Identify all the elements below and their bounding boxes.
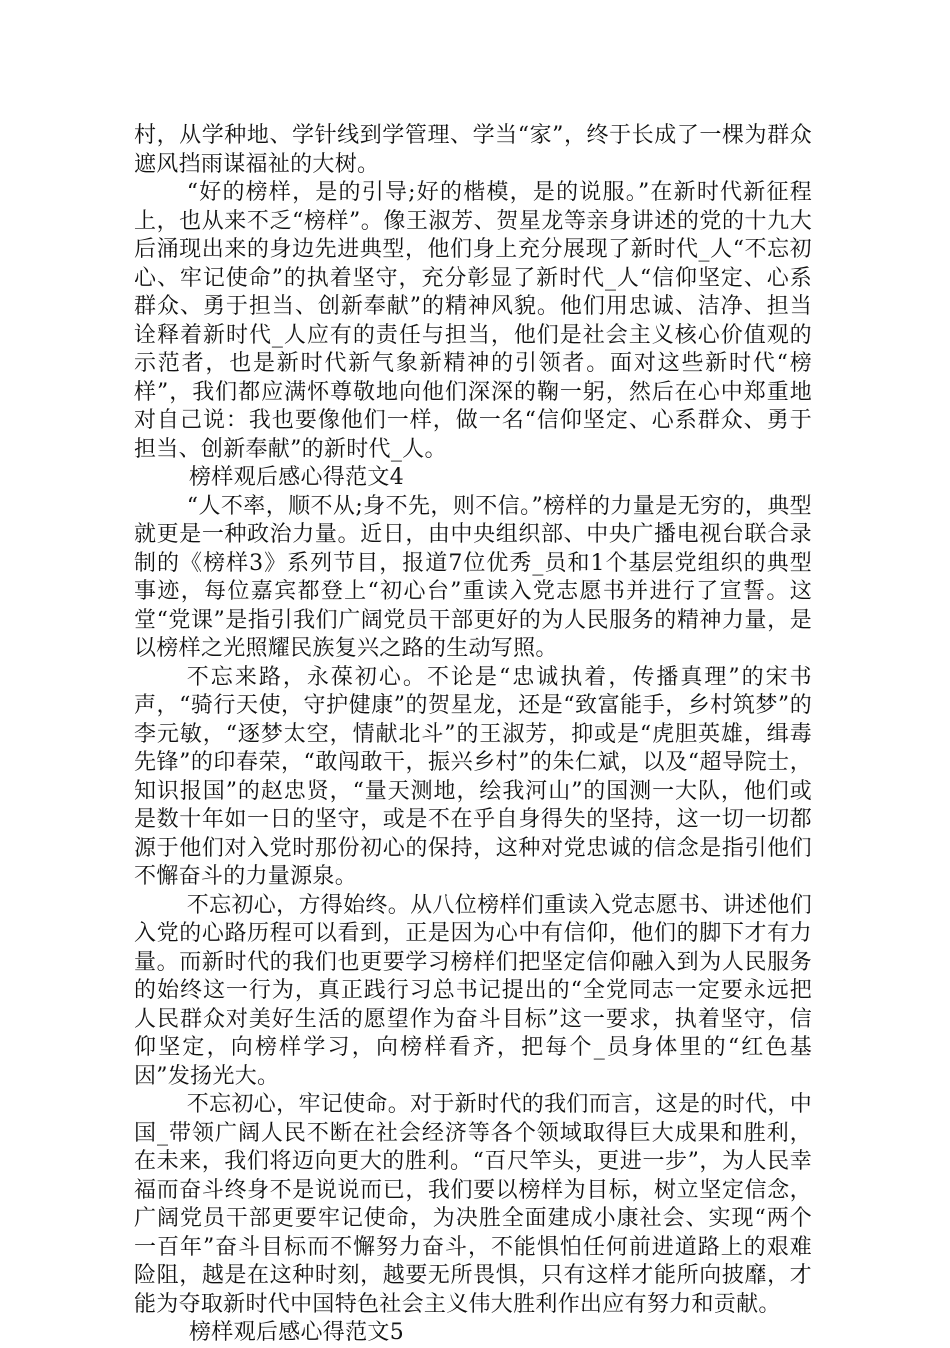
document-body xyxy=(134,122,812,1348)
section-heading-4: 榜样观后感心得范文4 xyxy=(189,465,404,490)
paragraph-keep-mission: 不忘初心，牢记使命。对于新时代的我们而言，这是的时代，中国_带领广阔人民不断在社会经济等各个领域取得巨大成果和胜利，在未来，我们将迈向更大的胜利。“百尺竿头，更进一步”，为人民幸福而奋斗终身不是说说而已，我们要以榜样为目标，树立坚定信念，广阔党员干部更要牢记使命，为决胜全面建成小康社会、实现“两个一百年”奋斗目标而不懈努力奋斗，不能惧怕任何前进道路上的艰难险阻，越是在这种时刻，越要无所畏惧，只有这样才能所向披靡，才能为夺取新时代中国特色社会主义伟大胜利作出应有努力和贡献。 xyxy=(134,1092,812,1317)
paragraph-stay-true: 不忘初心，方得始终。从八位榜样们重读入党志愿书、讲述他们入党的心路历程可以看到，正是因为心中有信仰，他们的脚下才有力量。而新时代的我们也更要学习榜样们把坚定信仰融入到为人民服务的始终这一行为，真正践行习总书记提出的“全党同志一定要永远把人民群众对美好生活的愿望作为奋斗目标”这一要求，执着坚守，信仰坚定，向榜样学习，向榜样看齐，把每个_员身体里的“红色基因”发扬光大。 xyxy=(134,892,812,1089)
section-heading-5: 榜样观后感心得范文5 xyxy=(189,1320,404,1345)
paragraph-political-force: “人不率，顺不从;身不先，则不信。”榜样的力量是无穷的，典型就更是一种政治力量。近日，由中央组织部、中央广播电视台联合录制的《榜样3》系列节目，报道7位优秀_员和1个基层党组织的典型事迹，每位嘉宾都登上“初心台”重读入党志愿书并进行了宣誓。这堂“党课”是指引我们广阔党员干部更好的为人民服务的精神力量，是以榜样之光照耀民族复兴之路的生动写照。 xyxy=(134,493,812,661)
paragraph-good-example: “好的榜样，是的引导;好的楷模，是的说服。”在新时代新征程上，也从来不乏“榜样”。像王淑芳、贺星龙等亲身讲述的党的十九大后涌现出来的身边先进典型，他们身上充分展现了新时代_人“不忘初心、牢记使命”的执着坚守，充分彰显了新时代_人“信仰坚定、心系群众、勇于担当、创新奉献”的精神风貌。他们用忠诚、洁净、担当诠释着新时代_人应有的责任与担当，他们是社会主义核心价值观的示范者，也是新时代新气象新精神的引领者。面对这些新时代“榜样”，我们都应满怀尊敬地向他们深深的鞠一躬，然后在心中郑重地对自己说：我也要像他们一样，做一名“信仰坚定、心系群众、勇于担当、创新奉献”的新时代_人。 xyxy=(134,180,812,462)
paragraph-continuation: 村，从学种地、学针线到学管理、学当“家”，终于长成了一棵为群众遮风挡雨谋福祉的大树。 xyxy=(134,123,812,177)
paragraph-never-forget-origin: 不忘来路，永葆初心。不论是“忠诚执着，传播真理”的宋书声，“骑行天使，守护健康”的贺星龙，还是“致富能手，乡村筑梦”的李元敏，“逐梦太空，情献北斗”的王淑芳，抑或是“虎胆英雄，缉毒先锋”的印春荣，“敢闯敢干，振兴乡村”的朱仁斌，以及“超导院士，知识报国”的赵忠贤，“量天测地，绘我河山”的国测一大队，他们或是数十年如一日的坚守，或是不在乎自身得失的坚持，这一切一切都源于他们对入党时那份初心的保持，这种对党忠诚的信念是指引他们不懈奋斗的力量源泉。 xyxy=(134,664,812,889)
